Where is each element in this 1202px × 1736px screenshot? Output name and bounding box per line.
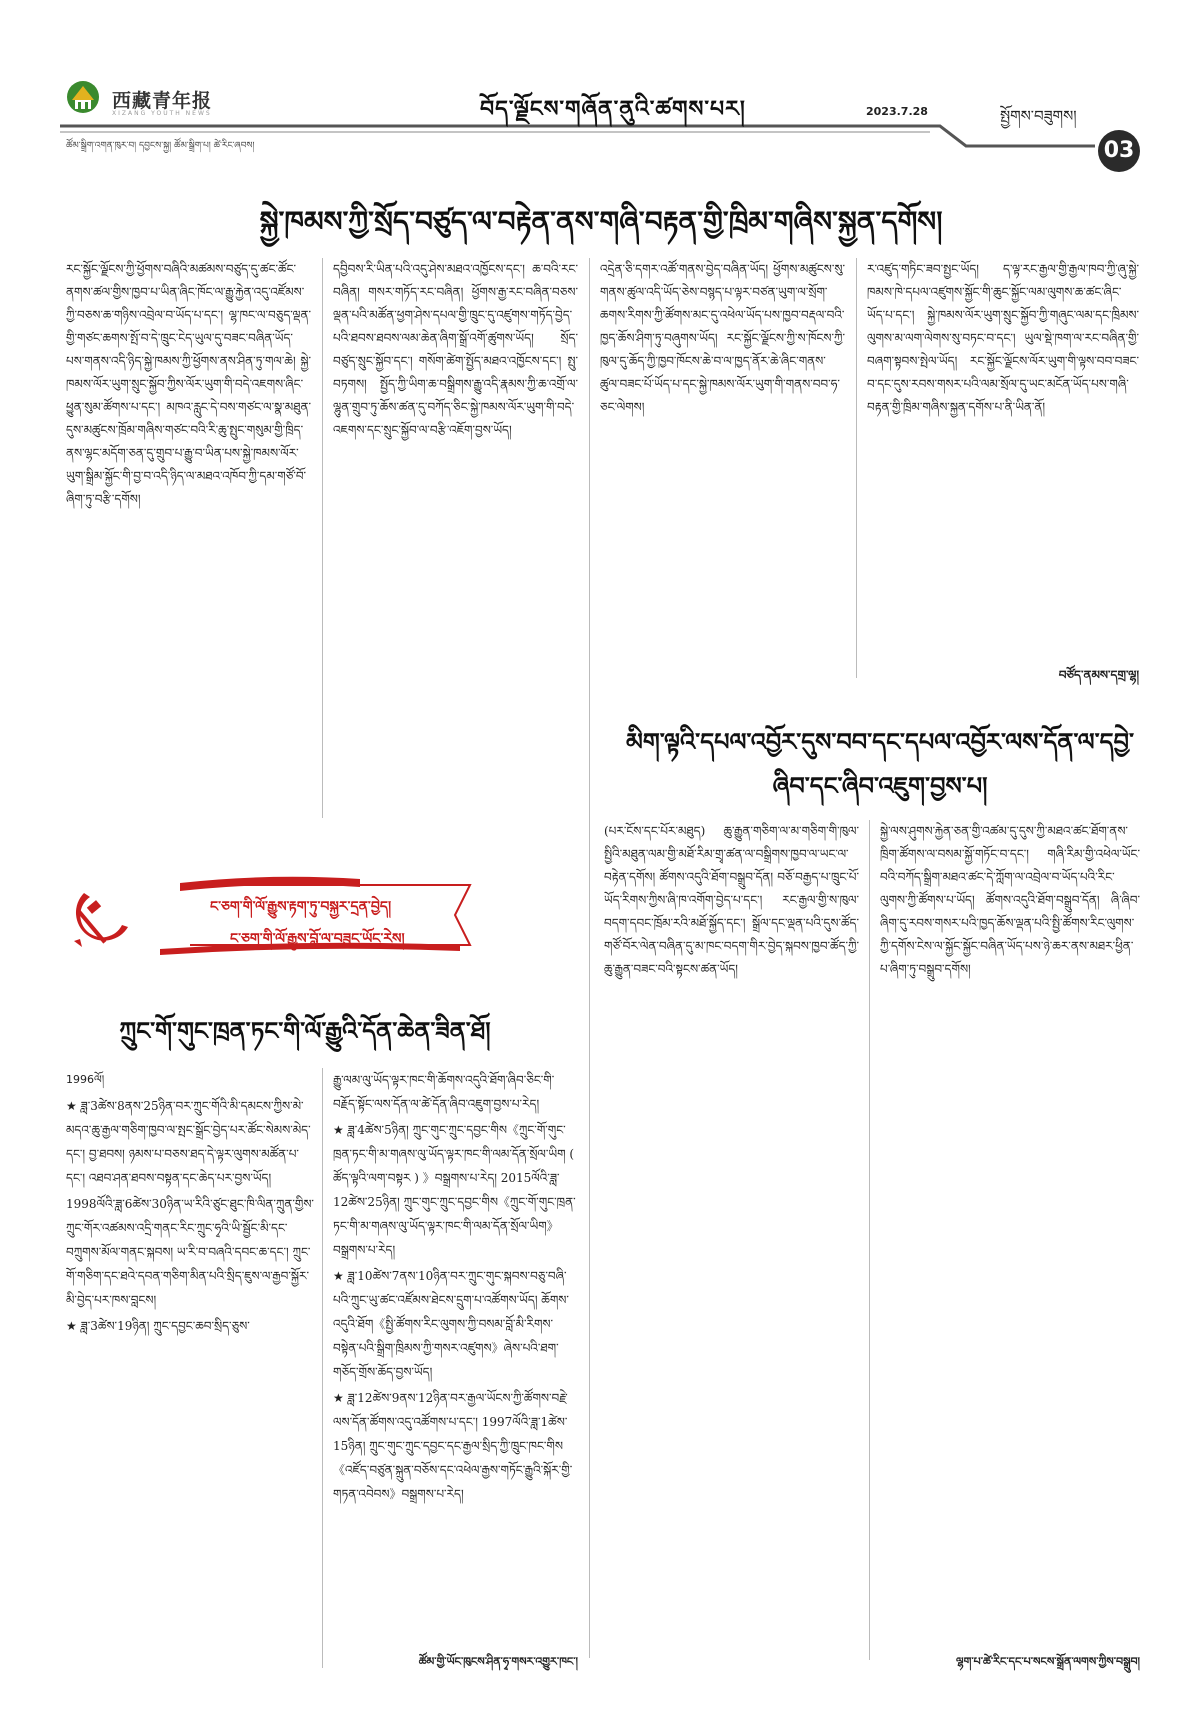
section-name: སྤྱོགས་བཟུགས། [1000, 107, 1077, 125]
column-divider [322, 258, 323, 818]
article1-byline: བཙོད་ནམས་དགྲ་ལྷ། [1058, 668, 1139, 682]
article1-column-1 [66, 258, 311, 818]
article1-title: སྐྱེ་ཁམས་ཀྱི་སྲོད་བཙུད་ལ་བརྟེན་ནས་གཞི་བརྟན་གྱི་ཁྲིམ་གཞིས་སྐྱན་དགོས། [259, 205, 943, 238]
article2-title: མིག་ལྟའི་དཔལ་འབྱོར་དུས་བབ་དང་དཔལ་འབྱོར་ལས་དོན་ལ་དབྱེ་ཞིབ་དང་ཞིབ་འཇུག་བྱས་པ། [625, 727, 1134, 800]
timeline-year: 1996ལོ། [66, 1073, 105, 1086]
article1-text-4: ར་འཛུད་གཏིང་ཟབ་སྤྱང་ཡོད། ད་ལྟ་རང་རྒྱལ་གྱི་རྒྱལ་ཁབ་ཀྱི་ཞུ་སྐྱེ་ཁམས་ཁེ་དཔལ་འཛུགས་སྐྱོང་གི་ཆུང་སྐྱོང་ལམ་ལུགས་ཆ་ཚང་ཞིང་ཡོད་པ་དང་། སྐྱེ་ཁམས་ལོར་ཡུག་སྲུང་སྐྱོབ་ཀྱི་གཞུང་ལམ་དང་ཁྲིམས་ལུགས་མ་ལག་ལེགས་སུ་བཏང་བ་དང་། ཡུལ་སྡེ་ཁག་ལ་རང་བཞིན་གྱི་བཞག་སྟབས་སྤེལ་ཡོད། རང་སྐྱོང་ལྗོངས་ལོར་ཡུག་གི་ལྟས་བབ་བཟང་བ་དང་དུས་རབས་གསར་པའི་ལམ་སྲོལ་དུ་ཡང་མངོན་ཡོད་པས་གཞི་བརྟན་གྱི་ཁྲིམ་གཞིས་སྐྱན་དགོས་པ་ནི་ཡིན་ནོ། [867, 262, 1139, 414]
logo-subtitle: XIZANG YOUTH NEWS [112, 110, 212, 117]
article1-text-1: རང་སྐྱོང་ལྗོངས་ཀྱི་ཕྱོགས་བཞིའི་མཚམས་བཙུད་དུ་ཚང་ཚོང་ནགས་ཚལ་གྱིས་ཁྱབ་པ་ཡིན་ཞིང་ཁོང་ལ་རྒྱུ་རྐྱེན་འདུ་འཛོམས་ཀྱི་བཅས་ཆ་གཉིས་འབྲེལ་བ་ཡོད་པ་དང་། ལྷ་ཁང་ལ་བཅུད་ལྡན་གྱི་གཙང་ཆགས་སྤོ་བ་དེ་ཁྲུང་ངེད་ཡུལ་དུ་བཟང་བཞིན་ཡོད་པས་གནས་འདི་ཉིད་སྐྱེ་ཁམས་ཀྱི་ཕྱོགས་ནས་ཤིན་ཏུ་གལ་ཆེ། སྐྱེ་ཁམས་ལོར་ཡུག་སྲུང་སྐྱོབ་ཀྱིས་ལོར་ཡུག་གི་བདེ་འཇགས་ཞིང་ཕྱུན་སུམ་ཚོགས་པ་དང་། མཁའ་རླུང་དེ་བས་གཙང་ལ་སྣ་མཐུན་དུས་མཚུངས་ཁྲོམ་གཞིས་གཙང་བའི་རི་ཆུ་སྤུང་གསུམ་གྱི་ཁྲིད་ནས་ལྷང་མདོག་ཅན་དུ་གྲུབ་པ་རྒྱུ་བ་ཡིན་པས་སྐྱེ་ཁམས་ལོར་ཡུག་སྒྲིམ་སྐྱོང་གི་བྱ་བ་འདི་ཉིད་ལ་མཐའ་འཁོབ་ཀྱི་དམ་གཙོ་བོ་ཞིག་ཏུ་བརྩི་དགོས། [66, 262, 311, 506]
article3-title: ཀྲུང་གོ་གུང་ཁྲན་ཏང་གི་ལོ་རྒྱུའི་དོན་ཆེན་ཟིན་ཐོ། [119, 1016, 491, 1045]
article2-column-1 [604, 820, 859, 1660]
masthead: བོད་ལྗོངས་གཞོན་ནུའི་ཚགས་པར། [480, 96, 746, 122]
timeline-column-1 [66, 1068, 316, 1678]
article2-text-1: (པར་ངོས་དང་པོར་མཐུད) ཆུ་རྒྱུན་གཅིག་ལ་མ་གཅིག་གི་ཁུལ་སྤྱིའི་མཐུན་ལམ་གྱི་མཐོ་རིམ་གྲྭ་ཚན་ལ་བསྒྲིགས་ཁྱབ་ལ་ཡང་ལ་བརྟེན་དགོས། ཚོགས་འདུའི་ཐོག་བསྒྲུབ་དོན། བཅོ་བརྒྱད་པ་ཁྲུང་པོ་ཡོད་རིགས་ཀྱིས་ཞི་ཁ་འགོག་བྱེད་པ་དང་། རང་རྒྱལ་གྱི་ས་ཁུལ་བདག་དབང་ཁྲོམ་རའི་མཐོ་སྐྱོད་དང་། སྒྲོལ་དང་ལྡན་པའི་དུས་ཚོད་གཙོ་བོར་ལེན་བཞིན་དུ་མ་ཁང་བདག་གིར་བྱེད་སྐབས་ཁྱབ་ཚོད་ཀྱི་ཆུ་རྒྱུན་བཟང་བའི་སྟངས་ཚན་ཡོད། [604, 824, 859, 976]
article2-byline: ལྷག་པ་ཚེ་རིང་དང་པ་སངས་སྒྲོན་ལགས་ཀྱིས་བསྒྲུབ། [956, 1655, 1140, 1668]
timeline-entry: ★ ཟླ་3ཚེས་8ནས་25ཉིན་བར་ཀྲུང་གོའི་མི་དམངས་ཀྱིས་མེ་མདའ་ཆུ་རྒྱལ་གཅིག་ཁྱབ་ལ་སྤང་སྒྲོང་བྱེད་པར་ཚོང་སེམས་མེད་དང་། བྱ་ཐབས། ཉམས་པ་བཅས་ཐད་དེ་ལྟར་ལུགས་མཚོན་པ་དང་། འཐབ་ཤན་ཐབས་བསྟན་དང་ཆེད་པར་བྱས་ཡོད། [66, 1099, 311, 1185]
timeline-column-2 [333, 1068, 578, 1648]
timeline-entry: ★ ཟླ་10ཚེས་7ནས་10ཉིན་བར་ཀྲུང་གུང་སྐབས་བཅུ་བཞི་པའི་ཀྲུང་ཡུ་ཚང་འཛོམས་ཐེངས་དྲུག་པ་འཚོགས་ཡོད། ཆོགས་འདུའི་ཐོག《སྤྱི་ཚོགས་རིང་ལུགས་ཀྱི་བསམ་བློ་མི་རིགས་བསྟེན་པའི་སྒྲིག་ཁྲིམས་ཀྱི་གསར་འཛུགས》ཞེས་པའི་ཐག་གཅོད་གྲོས་ཆོད་བྱས་ཡོད། [333, 1269, 569, 1379]
column-divider [322, 1068, 323, 1668]
column-divider [869, 820, 870, 1660]
article3-byline: ཚོམ་གྱི་ཡོང་ཁུངས་ཤིན་ཧྭ་གསར་འགྱུར་ཁང་། [418, 1655, 578, 1668]
timeline-entry: ★ ཟླ་4ཚེས་5ཉིན། ཀྲུང་གུང་ཀྲུང་དབྱང་གིས《ཀྲུང་གོ་གུང་ཁྲན་ཏང་གི་མ་གཞས་ལུ་ཡོད་ལྟར་ཁང་གི་ལམ་དོན་སྲོལ་ཡིག ( ཚོད་ལྟའི་ལག་བསྟར ) 》བསྒྲགས་པ་རེད། 2015ལོའི་ཟླ་12ཚེས་25ཉིན། ཀྲུང་གུང་ཀྲུང་དབྱང་གིས《ཀྲུང་གོ་གུང་ཁྲན་ཏང་གི་མ་གཞས་ལུ་ཡོད་ལྟར་ཁང་གི་ལམ་དོན་སྲོལ་ཡིག》བསྒྲགས་པ་རེད། [333, 1123, 576, 1257]
column-divider [589, 258, 590, 1658]
article1-column-4 [867, 258, 1139, 668]
issue-date: 2023.7.28 [866, 105, 928, 118]
timeline-entry: ★ ཟླ་3ཚེས་19ཉིན། ཀྲུང་དབྱང་ཆབ་སྲིད་ཅུས་ [66, 1319, 250, 1333]
article1-text-3: འདྲེན་ཅི་དགར་འཚོ་གནས་བྱེད་བཞིན་ཡོད། ཕྱོགས་མཚུངས་སུ་གནས་ཚུལ་འདི་ཡོད་ཅེས་བསྙད་པ་ལྟར་བཙན་ཡུག་ལ་སྲོག་ཆགས་རིགས་ཀྱི་ཚོགས་མང་དུ་འཕེལ་ཡོད་པས་ཁྱབ་བརྡལ་བའི་ཁྱད་ཆོས་ཤིག་ཏུ་བཞུགས་ཡོད། རང་སྐྱོང་ལྗོངས་ཀྱི་ས་ཁོངས་ཀྱི་ཁུལ་དུ་ཆོད་ཀྱི་ཁྱབ་ཁོངས་ཆེ་བ་ལ་ཁྱད་ནོར་ཆེ་ཞིང་གནས་ཚུལ་བཟང་པོ་ཡོད་པ་དང་སྐྱེ་ཁམས་ལོར་ཡུག་གི་གནས་བབ་ཧ་ཅང་ལེགས། [600, 262, 845, 414]
article1-column-3 [600, 258, 845, 678]
logo-icon [66, 80, 100, 114]
timeline-entry: 1998ལོའི་ཟླ་6ཚེས་30ཉིན་ཡ་རིའི་ཙུང་ཐུང་ཁི་ལིན་ཀྲུན་གྱིས་ཀྲུང་གོར་འཚམས་འདྲི་གནང་རིང་ཀྲུང་ཧྭའི་ཡི་སྦྱོང་མི་དང་བཀྲུགས་མོལ་གནང་སྐབས། ཡ་རི་བ་བཞའི་དབང་ཆ་དང་། ཀྲུང་གོ་གཅིག་དང་ཐའེ་དབན་གཅིག་མིན་པའི་སྲིད་ཇུས་ལ་རྒྱབ་སྐྱོར་མི་བྱེད་པར་ཁས་བླངས། [66, 1197, 314, 1307]
hammer-sickle-icon [66, 885, 138, 949]
timeline-entry: ★ ཟླ་12ཚེས་9ནས་12ཉིན་བར་རྒྱལ་ཡོངས་ཀྱི་ཚོགས་བརྗེ་ལས་དོན་ཚོགས་འདུ་འཚོགས་པ་དང་། 1997ལོའི་ཟླ་1ཚེས་15ཉིན། ཀྲུང་གུང་ཀྲུང་དབྱང་དང་རྒྱལ་སྲིད་ཀྱི་ཁྲུང་ཁང་གིས《འཛོད་བཙུན་སྐྲུན་བཅོས་དང་འཕེལ་རྒྱས་གཏོང་རྒྱུའི་སྐོར་གྱི་གཏན་འབེབས》བསྒྲགས་པ་རེད། [333, 1391, 573, 1501]
banner-line-1: ང་ཅག་གི་ལོ་རྒྱུས་རྟག་ཏུ་བསྐྱར་དྲན་བྱེད། [210, 899, 392, 915]
timeline-entry: རྒྱུ་ལམ་ལུ་ཡོད་ལྟར་ཁང་གི་ཆོགས་འདུའི་ཐོག་ཞིབ་ཅིང་གི་བརྗོད་སྟོང་ལས་དོན་ལ་ཚེ་དོན་ཞིབ་འཇུག་བྱས་པ་རེད། [333, 1073, 555, 1111]
page-number: 03 [1098, 130, 1140, 172]
column-divider [856, 258, 857, 678]
article1-column-2 [333, 258, 578, 818]
editor-credit: ཚོམ་སྒྲིག་འགན་ཁུར་བ། དབྱངས་སྐྱ། ཚོམ་སྒྲིག་པ། ཚེ་རིང་ཞབས། [66, 141, 255, 151]
article2-text-2: སྐྱེ་ལས་ཤུགས་རྐྱེན་ཅན་གྱི་འཚམ་དུ་དུས་ཀྱི་མཐའ་ཚང་ཐོག་ནས་ཁྲིག་ཚོགས་ལ་བསམ་སྐྱོ་གཏོང་བ་དང་། གཞི་རིམ་གྱི་འཕེལ་ཡོང་བའི་བཀོད་སྒྲིག་མཐའ་ཚང་དེ་ཀློག་ལ་འབྲེལ་བ་ཡོད་པའི་རིང་ལུགས་ཀྱི་ཚོགས་པ་ཡོད། ཚོགས་འདུའི་ཐོག་བསྒྲུབ་དོན། ཞི་ཞིབ་ཞིག་དུ་རབས་གསར་པའི་ཁྱད་ཆོས་ལྡན་པའི་སྤྱི་ཚོགས་རིང་ལུགས་ཀྱི་དགོས་ངེས་ལ་སྐྱོང་སྐྱོང་བཞིན་ཡོད་པས་ཉེ་ཆར་ནས་མཐར་ཕྱིན་པ་ཞིག་ཏུ་བསྒྲུབ་དགོས། [880, 824, 1140, 976]
article1-text-2: དབྱིབས་རི་ཡིན་པའི་འདུ་ཤེས་མཐའ་འཁྱོངས་དང་། ཆ་བའི་རང་བཞིན། གསར་གཏོད་རང་བཞིན། ཕྱོགས་རྒྱ་རང་བཞིན་བཅས་ལྡན་པའི་མཚོན་ཕྱག་ཤེས་དཔལ་གྱི་ཁྲུང་དུ་འཛུགས་གཏོད་བྱེད་པའི་ཐབས་ཐབས་ལམ་ཆེན་ཞིག་སྒྲོ་འགོ་ཚུགས་ཡོད། སྲོད་བཙུད་སྲུང་སྐྱོབ་དང་། གསོག་ཚེག་སྤྱོད་མཐའ་འཁྱོངས་དང་། སྤུ་བཏགས། སྤྱོད་ཀྱི་ཡིག་ཆ་བསྒྲིགས་རྒྱུ་འདི་རྣམས་ཀྱི་ཆ་འགྲོ་ལ་ལྷུན་གྲུབ་ཏུ་ཆོས་ཚན་དུ་བཀོད་ཅིང་སྐྱེ་ཁམས་ལོར་ཡུག་གི་བདེ་འཇགས་དང་སྲུང་སྐྱོབ་ལ་བརྩི་འཇོག་བྱས་ཡོད། [333, 262, 578, 437]
logo-text: 西藏青年报 [112, 90, 213, 112]
article2-column-2 [880, 820, 1140, 1650]
banner-line-2: ང་ཅག་གི་ལོ་རྒྱུས་བློ་ལ་བཟུང་ཡོང་རེས། [230, 931, 405, 947]
